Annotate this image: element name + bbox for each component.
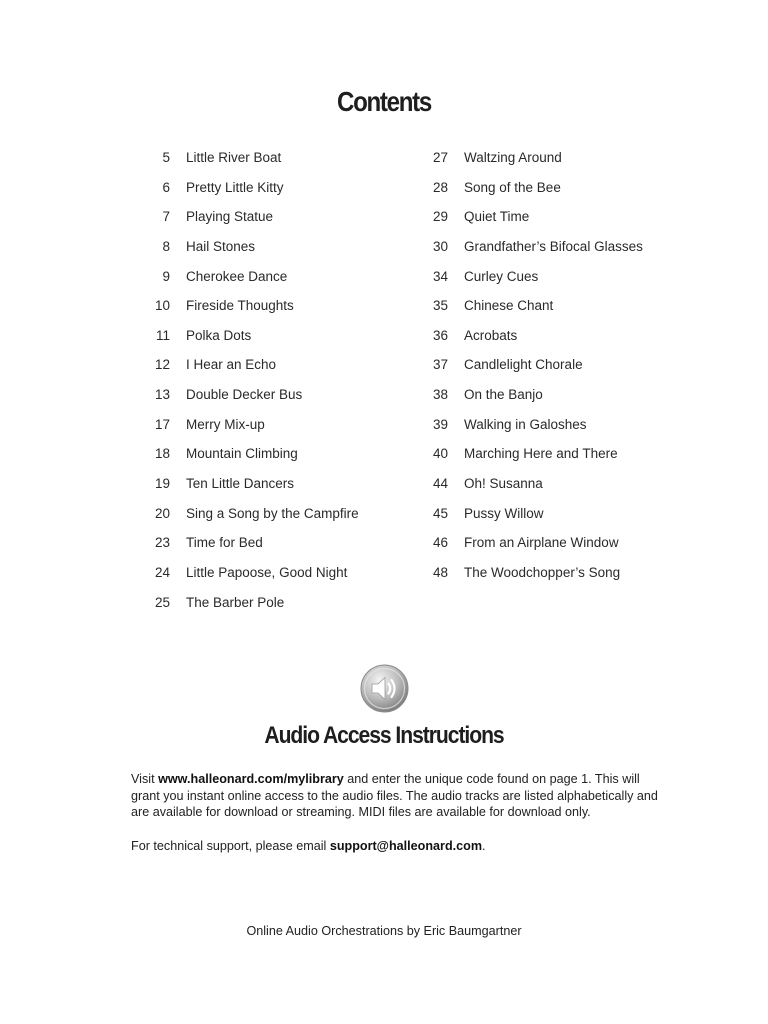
toc-entry bbox=[130, 534, 359, 564]
toc-entry bbox=[408, 564, 643, 594]
toc-entry bbox=[408, 238, 643, 268]
toc-left-column bbox=[130, 149, 359, 623]
toc-entry bbox=[130, 594, 359, 624]
toc-entry bbox=[408, 534, 643, 564]
toc-entry bbox=[408, 505, 643, 535]
toc-page-number: 19 bbox=[154, 476, 170, 492]
toc-entry bbox=[408, 386, 643, 416]
audio-instructions bbox=[131, 771, 661, 854]
toc-entry bbox=[130, 238, 359, 268]
toc-song-title: From an Airplane Window bbox=[464, 535, 619, 551]
speaker-icon bbox=[360, 664, 409, 713]
toc-page-number: 13 bbox=[154, 387, 170, 403]
toc-entry bbox=[408, 208, 643, 238]
toc-entry bbox=[408, 356, 643, 386]
toc-page-number: 45 bbox=[432, 505, 448, 521]
toc-entry bbox=[130, 297, 359, 327]
toc-song-title: Quiet Time bbox=[464, 209, 530, 225]
toc-page-number: 46 bbox=[432, 535, 448, 551]
toc-song-title: The Barber Pole bbox=[186, 594, 285, 610]
toc-page-number: 36 bbox=[432, 327, 448, 343]
toc-page-number: 10 bbox=[154, 298, 170, 314]
toc-song-title: The Woodchopper’s Song bbox=[464, 564, 621, 580]
audio-paragraph-support bbox=[131, 838, 661, 855]
toc-page-number: 27 bbox=[432, 150, 448, 165]
support-email-link[interactable]: support@halleonard.com bbox=[329, 838, 483, 853]
toc-page-number: 11 bbox=[155, 327, 170, 343]
toc-page-number: 5 bbox=[162, 150, 170, 165]
toc-song-title: Mountain Climbing bbox=[186, 446, 298, 462]
toc-song-title: Pussy Willow bbox=[464, 505, 544, 521]
toc-entry bbox=[130, 505, 359, 535]
toc-page-number: 35 bbox=[432, 298, 448, 314]
access-text-suffix: and enter the unique code found on page 1. This will grant you instant online access to the audio files. The audio tracks are listed alphabetically and are available for download or streaming. MIDI files are available for download only. bbox=[131, 772, 658, 819]
toc-song-title: Time for Bed bbox=[186, 535, 263, 551]
toc-song-title: Cherokee Dance bbox=[186, 268, 288, 284]
toc-entry bbox=[130, 179, 359, 209]
toc-page-number: 37 bbox=[432, 357, 448, 373]
toc-entry bbox=[408, 179, 643, 209]
toc-page-number: 8 bbox=[162, 238, 170, 254]
toc-page-number: 40 bbox=[432, 446, 448, 462]
toc-song-title: Candlelight Chorale bbox=[464, 357, 583, 373]
toc-song-title: Little Papoose, Good Night bbox=[186, 564, 348, 580]
toc-page-number: 30 bbox=[432, 238, 448, 254]
toc-entry bbox=[130, 445, 359, 475]
toc-page-number: 25 bbox=[154, 594, 170, 610]
toc-page-number: 28 bbox=[432, 179, 448, 195]
toc-entry bbox=[130, 149, 359, 179]
toc-page-number: 38 bbox=[432, 387, 448, 403]
toc-entry bbox=[408, 297, 643, 327]
toc-page-number: 23 bbox=[154, 535, 170, 551]
toc-song-title: Waltzing Around bbox=[464, 150, 562, 165]
toc-entry bbox=[408, 475, 643, 505]
toc-entry bbox=[130, 475, 359, 505]
toc-song-title: I Hear an Echo bbox=[186, 357, 277, 373]
toc-song-title: Polka Dots bbox=[186, 327, 252, 343]
toc-song-title: Little River Boat bbox=[186, 150, 282, 165]
toc-song-title: On the Banjo bbox=[464, 387, 543, 403]
access-text-prefix: Visit bbox=[131, 772, 159, 786]
toc-page-number: 9 bbox=[162, 268, 170, 284]
toc-entry bbox=[408, 416, 643, 446]
toc-song-title: Chinese Chant bbox=[464, 298, 554, 314]
support-text-suffix: . bbox=[482, 838, 486, 853]
toc-page-number: 24 bbox=[154, 564, 170, 580]
toc-song-title: Pretty Little Kitty bbox=[186, 179, 284, 195]
toc-entry bbox=[408, 268, 643, 298]
toc-song-title: Playing Statue bbox=[186, 209, 274, 225]
toc-song-title: Merry Mix-up bbox=[186, 416, 265, 432]
toc-entry bbox=[130, 416, 359, 446]
toc-song-title: Sing a Song by the Campfire bbox=[186, 505, 359, 521]
toc-page-number: 44 bbox=[432, 476, 448, 492]
toc-page-number: 48 bbox=[432, 564, 448, 580]
toc-song-title: Oh! Susanna bbox=[464, 476, 543, 492]
toc-entry bbox=[130, 356, 359, 386]
toc-entry bbox=[130, 327, 359, 357]
toc-song-title: Double Decker Bus bbox=[186, 387, 303, 403]
toc-song-title: Fireside Thoughts bbox=[186, 298, 294, 314]
orchestration-credit: Online Audio Orchestrations by Eric Baumgartner bbox=[246, 924, 522, 938]
toc-page-number: 12 bbox=[154, 357, 170, 373]
toc-song-title: Grandfather’s Bifocal Glasses bbox=[464, 238, 643, 254]
toc-entry bbox=[130, 564, 359, 594]
toc-song-title: Marching Here and There bbox=[464, 446, 618, 462]
toc-song-title: Song of the Bee bbox=[464, 179, 561, 195]
page-title: Contents bbox=[336, 86, 432, 117]
toc-right-column bbox=[408, 149, 643, 594]
toc-page-number: 17 bbox=[154, 416, 170, 432]
mylibrary-link[interactable]: www.halleonard.com/mylibrary bbox=[158, 772, 344, 786]
toc-entry bbox=[408, 327, 643, 357]
toc-entry bbox=[408, 149, 643, 179]
toc-entry bbox=[408, 445, 643, 475]
toc-entry bbox=[130, 386, 359, 416]
audio-access-heading: Audio Access Instructions bbox=[264, 722, 504, 749]
toc-song-title: Curley Cues bbox=[464, 268, 539, 284]
toc-song-title: Hail Stones bbox=[186, 238, 256, 254]
audio-paragraph-access bbox=[131, 771, 661, 821]
toc-entry bbox=[130, 208, 359, 238]
toc-page-number: 39 bbox=[432, 416, 448, 432]
toc-song-title: Ten Little Dancers bbox=[186, 476, 295, 492]
toc-page-number: 34 bbox=[432, 268, 448, 284]
toc-entry bbox=[130, 268, 359, 298]
toc-page-number: 7 bbox=[162, 209, 170, 225]
toc-page-number: 6 bbox=[162, 179, 170, 195]
toc-page-number: 20 bbox=[154, 505, 170, 521]
toc-page-number: 18 bbox=[154, 446, 170, 462]
support-text-prefix: For technical support, please email bbox=[131, 838, 330, 853]
toc-page-number: 29 bbox=[432, 209, 448, 225]
toc-song-title: Walking in Galoshes bbox=[464, 416, 587, 432]
toc-song-title: Acrobats bbox=[464, 327, 518, 343]
